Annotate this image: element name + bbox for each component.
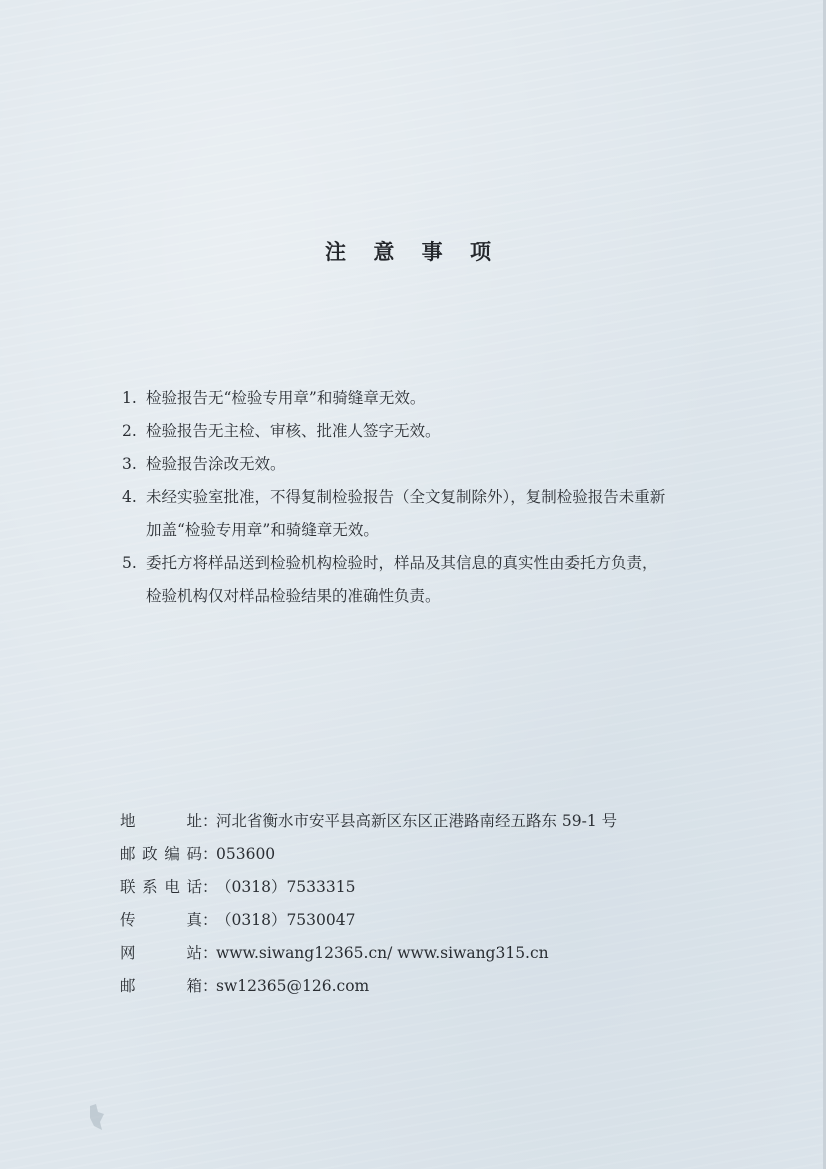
email-row [120, 970, 617, 1003]
address-row [120, 805, 617, 838]
fax-label: 传真 [120, 911, 202, 929]
list-item [120, 547, 740, 613]
note-text: 委托方将样品送到检验机构检验时，样品及其信息的真实性由委托方负责， [146, 554, 658, 572]
note-number: 4. [122, 488, 137, 506]
fax-row [120, 904, 617, 937]
address-label: 地址 [120, 812, 202, 830]
fax-value: （0318）7530047 [216, 911, 356, 929]
phone-row [120, 871, 617, 904]
note-number: 1. [122, 389, 137, 407]
email-value: sw12365@126.com [216, 977, 370, 995]
postcode-label: 邮政编码 [120, 845, 202, 863]
address-value: 河北省衡水市安平县高新区东区正港路南经五路东 59-1 号 [216, 812, 618, 830]
colon: ： [202, 845, 218, 863]
list-item [120, 415, 740, 448]
notes-list [120, 382, 740, 613]
colon: ： [202, 878, 218, 896]
note-text: 检验报告无“检验专用章”和骑缝章无效。 [146, 389, 426, 407]
smudge-mark [86, 1102, 108, 1132]
note-text-continued: 加盖“检验专用章”和骑缝章无效。 [146, 521, 379, 539]
contact-info [120, 805, 617, 1003]
note-text: 检验报告无主检、审核、批准人签字无效。 [146, 422, 441, 440]
colon: ： [202, 977, 218, 995]
list-item [120, 481, 740, 547]
note-text-continued: 检验机构仅对样品检验结果的准确性负责。 [146, 587, 441, 605]
colon: ： [202, 812, 218, 830]
email-label: 邮箱 [120, 977, 202, 995]
list-item [120, 448, 740, 481]
page-title: 注 意 事 项 [325, 239, 501, 264]
note-number: 3. [122, 455, 137, 473]
note-text: 未经实验室批准，不得复制检验报告（全文复制除外），复制检验报告未重新 [146, 488, 666, 506]
colon: ： [202, 911, 218, 929]
list-item [120, 382, 740, 415]
website-value: www.siwang12365.cn/ www.siwang315.cn [216, 944, 549, 962]
note-number: 5. [122, 554, 137, 572]
website-row [120, 937, 617, 970]
phone-value: （0318）7533315 [216, 878, 356, 896]
colon: ： [202, 944, 218, 962]
website-label: 网站 [120, 944, 202, 962]
postcode-value: 053600 [216, 845, 276, 863]
note-text: 检验报告涂改无效。 [146, 455, 286, 473]
phone-label: 联系电话 [120, 878, 202, 896]
postcode-row [120, 838, 617, 871]
note-number: 2. [122, 422, 137, 440]
